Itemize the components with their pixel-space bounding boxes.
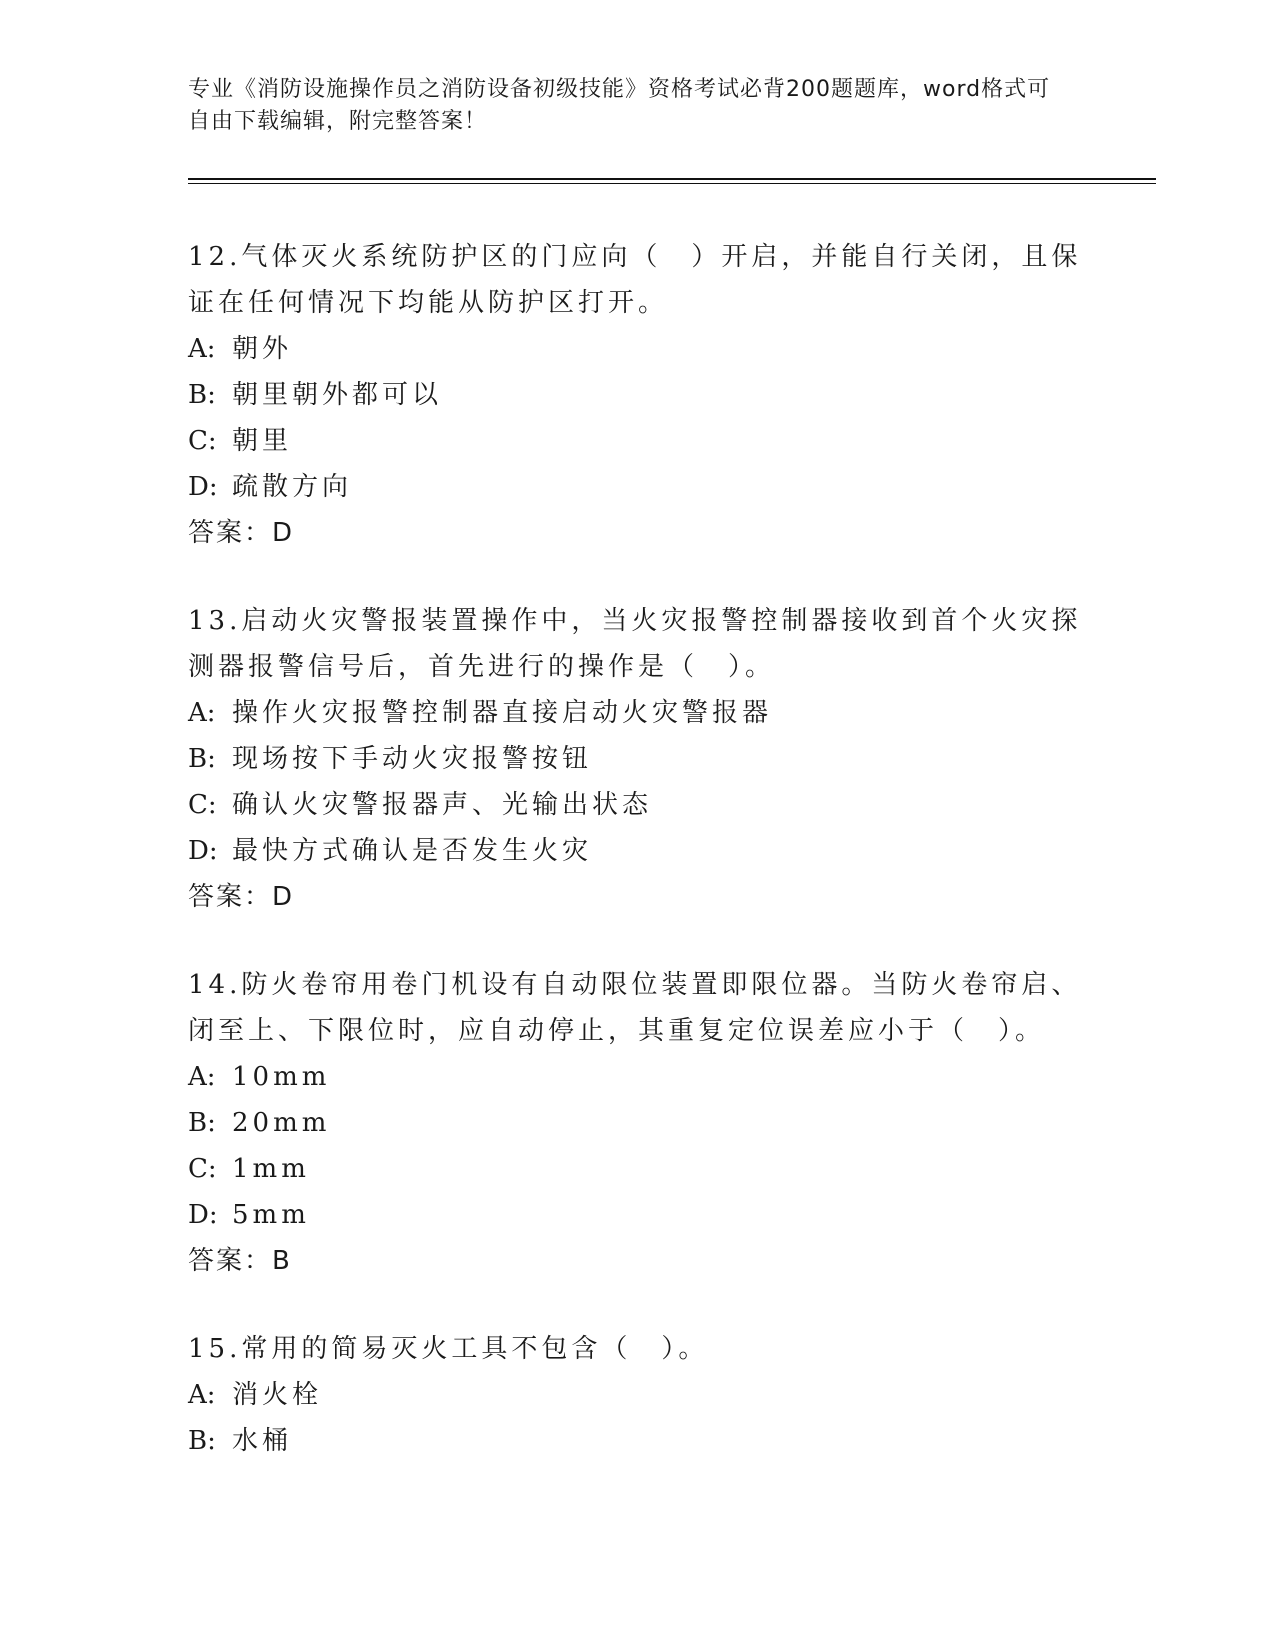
option-key: B: [188, 380, 216, 410]
option-d [188, 1192, 1088, 1238]
document-header: 专业《消防设施操作员之消防设备初级技能》资格考试必背200题题库，word格式可自由下载编辑，附完整答案！ [188, 77, 1051, 134]
option-a [188, 1372, 1088, 1418]
answer-line: 答案：B [188, 1246, 292, 1276]
option-a [188, 1054, 1088, 1100]
option-key: B: [188, 1426, 216, 1456]
option-text: 5mm [232, 1200, 310, 1230]
option-key: D: [188, 836, 218, 866]
option-a [188, 690, 1088, 736]
option-text: 消火栓 [232, 1380, 323, 1410]
question-block [188, 234, 1088, 556]
option-b [188, 1418, 1088, 1464]
option-d [188, 464, 1088, 510]
option-text: 操作火灾报警控制器直接启动火灾警报器 [232, 698, 773, 728]
option-c [188, 782, 1088, 828]
option-text: 10mm [232, 1062, 331, 1092]
option-d [188, 828, 1088, 874]
option-text: 1mm [232, 1154, 310, 1184]
option-key: A: [188, 1062, 216, 1092]
question-block [188, 962, 1088, 1284]
question-stem: 14.防火卷帘用卷门机设有自动限位装置即限位器。当防火卷帘启、闭至上、下限位时，应自动停止，其重复定位误差应小于（ ）。 [188, 970, 1082, 1046]
option-b [188, 372, 1088, 418]
question-block [188, 598, 1088, 920]
option-key: C: [188, 790, 217, 820]
option-key: D: [188, 472, 218, 502]
answer-line: 答案：D [188, 882, 295, 912]
option-key: C: [188, 426, 217, 456]
option-key: A: [188, 1380, 216, 1410]
option-text: 最快方式确认是否发生火灾 [232, 836, 593, 866]
option-text: 疏散方向 [232, 472, 353, 502]
option-a [188, 326, 1088, 372]
question-block [188, 1326, 1088, 1464]
option-text: 现场按下手动火灾报警按钮 [232, 744, 593, 774]
option-c [188, 1146, 1088, 1192]
option-text: 朝里 [232, 426, 293, 456]
option-c [188, 418, 1088, 464]
option-b [188, 736, 1088, 782]
option-text: 朝外 [232, 334, 293, 364]
option-key: A: [188, 698, 216, 728]
option-text: 20mm [232, 1108, 331, 1138]
answer-line: 答案：D [188, 518, 295, 548]
option-key: B: [188, 744, 216, 774]
question-stem: 13.启动火灾警报装置操作中，当火灾报警控制器接收到首个火灾探测器报警信号后，首先进行的操作是（ ）。 [188, 606, 1082, 682]
option-key: A: [188, 334, 216, 364]
option-key: C: [188, 1154, 217, 1184]
option-key: B: [188, 1108, 216, 1138]
option-text: 水桶 [232, 1426, 293, 1456]
header-divider [188, 178, 1156, 184]
question-stem: 15.常用的简易灭火工具不包含（ ）。 [188, 1334, 709, 1364]
question-stem: 12.气体灭火系统防护区的门应向（ ）开启，并能自行关闭，且保证在任何情况下均能从防护区打开。 [188, 242, 1082, 318]
option-text: 确认火灾警报器声、光输出状态 [232, 790, 653, 820]
option-key: D: [188, 1200, 218, 1230]
option-text: 朝里朝外都可以 [232, 380, 443, 410]
option-b [188, 1100, 1088, 1146]
